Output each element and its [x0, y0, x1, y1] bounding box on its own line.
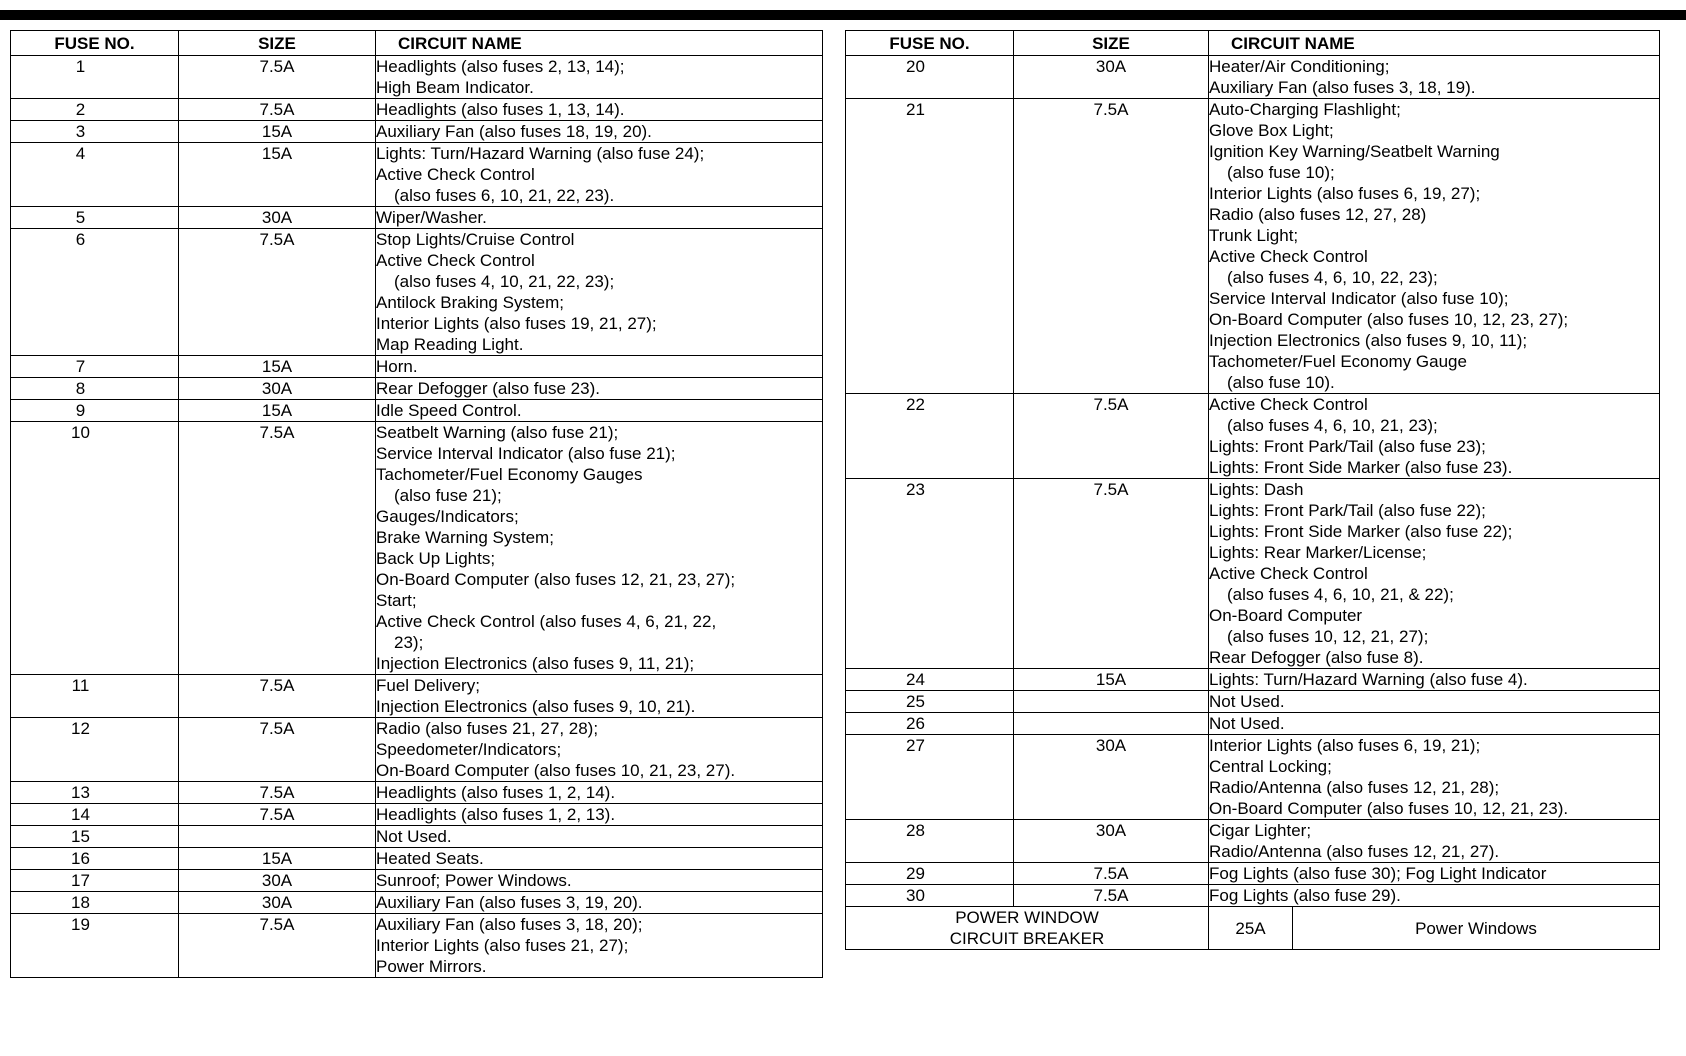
circuit-line: (also fuses 10, 12, 21, 27); [1227, 627, 1429, 646]
circuit-line: Stop Lights/Cruise Control [376, 230, 575, 249]
circuit-line: Lights: Front Side Marker (also fuse 23). [1209, 458, 1513, 477]
fuse-number: 25 [846, 691, 1014, 713]
circuit-name [376, 56, 823, 99]
fuse-size [179, 826, 376, 848]
circuit-line: Service Interval Indicator (also fuse 21); [376, 444, 676, 463]
circuit-line: Lights: Front Side Marker (also fuse 22); [1209, 522, 1513, 541]
fuse-number: 19 [11, 914, 179, 978]
fuse-number: 4 [11, 143, 179, 207]
fuse-number: 27 [846, 735, 1014, 820]
circuit-line: Active Check Control [1209, 247, 1368, 266]
table-row [846, 669, 1660, 691]
circuit-line: (also fuses 4, 6, 10, 22, 23); [1227, 268, 1438, 287]
circuit-line: Horn. [376, 357, 418, 376]
fuse-number: 6 [11, 229, 179, 356]
fuse-number: 3 [11, 121, 179, 143]
fuse-size: 30A [1014, 56, 1209, 99]
circuit-line: Not Used. [376, 827, 452, 846]
circuit-line: Trunk Light; [1209, 226, 1299, 245]
circuit-line: Cigar Lighter; [1209, 821, 1312, 840]
table-row [846, 99, 1660, 394]
fuse-number: 29 [846, 863, 1014, 885]
circuit-line: Central Locking; [1209, 757, 1332, 776]
circuit-line: Auxiliary Fan (also fuses 18, 19, 20). [376, 122, 652, 141]
fuse-size: 7.5A [179, 718, 376, 782]
fuse-number: 14 [11, 804, 179, 826]
circuit-line: Injection Electronics (also fuses 9, 11, 21); [376, 654, 695, 673]
fuse-size: 7.5A [179, 56, 376, 99]
circuit-line: Lights: Front Park/Tail (also fuse 23); [1209, 437, 1486, 456]
fuse-size: 30A [179, 378, 376, 400]
circuit-name [376, 870, 823, 892]
fuse-size: 7.5A [179, 914, 376, 978]
circuit-name [1209, 99, 1660, 394]
circuit-line: On-Board Computer (also fuses 12, 21, 23, 27); [376, 570, 736, 589]
fuse-size: 7.5A [179, 782, 376, 804]
fuse-number: 12 [11, 718, 179, 782]
fuse-number: 18 [11, 892, 179, 914]
table-row [11, 826, 823, 848]
table-row [11, 356, 823, 378]
table-row [846, 820, 1660, 863]
fuse-size: 7.5A [1014, 99, 1209, 394]
header-fuse-no: FUSE NO. [846, 31, 1014, 56]
circuit-name [376, 892, 823, 914]
circuit-name [376, 782, 823, 804]
fuse-table-right [845, 30, 1660, 950]
table-row [846, 691, 1660, 713]
circuit-line: Headlights (also fuses 1, 13, 14). [376, 100, 625, 119]
circuit-name [376, 207, 823, 229]
table-row [11, 718, 823, 782]
fuse-number: 13 [11, 782, 179, 804]
fuse-number: 22 [846, 394, 1014, 479]
circuit-line: On-Board Computer (also fuses 10, 12, 23, 27); [1209, 310, 1569, 329]
circuit-line: Interior Lights (also fuses 19, 21, 27); [376, 314, 657, 333]
circuit-line: Seatbelt Warning (also fuse 21); [376, 423, 619, 442]
circuit-line: Radio/Antenna (also fuses 12, 21, 27). [1209, 842, 1500, 861]
circuit-line: Auto-Charging Flashlight; [1209, 100, 1401, 119]
table-row [11, 378, 823, 400]
circuit-breaker-label-line2: CIRCUIT BREAKER [949, 929, 1105, 948]
fuse-size: 30A [179, 892, 376, 914]
table-row [11, 892, 823, 914]
circuit-line: Lights: Turn/Hazard Warning (also fuse 24); [376, 144, 705, 163]
fuse-size: 7.5A [179, 675, 376, 718]
circuit-breaker-size: 25A [1209, 907, 1293, 950]
table-row [11, 848, 823, 870]
circuit-line: (also fuses 4, 6, 10, 21, 23); [1227, 416, 1438, 435]
table-row [11, 400, 823, 422]
circuit-line: Brake Warning System; [376, 528, 554, 547]
circuit-line: Injection Electronics (also fuses 9, 10, 11); [1209, 331, 1528, 350]
circuit-line: Auxiliary Fan (also fuses 3, 19, 20). [376, 893, 643, 912]
circuit-line: Tachometer/Fuel Economy Gauges [376, 465, 643, 484]
table-row [846, 735, 1660, 820]
circuit-name [1209, 394, 1660, 479]
circuit-line: Gauges/Indicators; [376, 507, 519, 526]
fuse-number: 9 [11, 400, 179, 422]
circuit-name [376, 229, 823, 356]
table-row [846, 394, 1660, 479]
circuit-name [376, 121, 823, 143]
fuse-number: 2 [11, 99, 179, 121]
circuit-name [376, 848, 823, 870]
fuse-size: 7.5A [1014, 885, 1209, 907]
table-row [846, 479, 1660, 669]
circuit-line: Lights: Front Park/Tail (also fuse 22); [1209, 501, 1486, 520]
table-row [11, 782, 823, 804]
fuse-number: 24 [846, 669, 1014, 691]
fuse-size: 30A [179, 207, 376, 229]
circuit-line: (also fuses 4, 10, 21, 22, 23); [394, 272, 615, 291]
table-row [11, 675, 823, 718]
header-circuit-name: CIRCUIT NAME [1209, 31, 1660, 56]
fuse-number: 7 [11, 356, 179, 378]
top-border-bar [0, 10, 1686, 20]
fuse-size: 7.5A [179, 804, 376, 826]
fuse-size: 15A [179, 143, 376, 207]
circuit-line: Sunroof; Power Windows. [376, 871, 572, 890]
circuit-line: Radio (also fuses 12, 27, 28) [1209, 205, 1427, 224]
circuit-name [376, 400, 823, 422]
fuse-size: 7.5A [1014, 479, 1209, 669]
fuse-size: 7.5A [1014, 863, 1209, 885]
fuse-size [1014, 691, 1209, 713]
circuit-line: Map Reading Light. [376, 335, 524, 354]
fuse-size: 15A [179, 356, 376, 378]
circuit-line: Auxiliary Fan (also fuses 3, 18, 20); [376, 915, 643, 934]
circuit-breaker-name: Power Windows [1293, 907, 1660, 950]
circuit-line: Interior Lights (also fuses 21, 27); [376, 936, 629, 955]
circuit-line: On-Board Computer [1209, 606, 1363, 625]
circuit-name [1209, 479, 1660, 669]
fuse-size: 15A [179, 848, 376, 870]
fuse-table-left [10, 30, 823, 978]
circuit-name [376, 99, 823, 121]
circuit-line: Injection Electronics (also fuses 9, 10, 21). [376, 697, 696, 716]
circuit-name [1209, 669, 1660, 691]
circuit-line: Radio (also fuses 21, 27, 28); [376, 719, 599, 738]
circuit-name [376, 675, 823, 718]
table-row [11, 143, 823, 207]
header-circuit-name: CIRCUIT NAME [376, 31, 823, 56]
table-row [11, 422, 823, 675]
circuit-name [376, 143, 823, 207]
fuse-number: 8 [11, 378, 179, 400]
fuse-number: 21 [846, 99, 1014, 394]
circuit-name [376, 826, 823, 848]
circuit-line: Start; [376, 591, 417, 610]
fuse-number: 1 [11, 56, 179, 99]
fuse-number: 28 [846, 820, 1014, 863]
circuit-line: Active Check Control [376, 251, 535, 270]
circuit-name [376, 804, 823, 826]
fuse-number: 10 [11, 422, 179, 675]
circuit-line: Headlights (also fuses 1, 2, 14). [376, 783, 616, 802]
circuit-line: (also fuse 10). [1227, 373, 1335, 392]
circuit-name [1209, 820, 1660, 863]
circuit-line: Back Up Lights; [376, 549, 496, 568]
circuit-line: (also fuses 6, 10, 21, 22, 23). [394, 186, 615, 205]
circuit-line: Lights: Turn/Hazard Warning (also fuse 4). [1209, 670, 1528, 689]
circuit-breaker-row [846, 907, 1660, 950]
circuit-name [376, 356, 823, 378]
circuit-name [1209, 56, 1660, 99]
fuse-size: 7.5A [179, 229, 376, 356]
circuit-breaker-label-line1: POWER WINDOW [955, 908, 1099, 927]
fuse-size: 7.5A [1014, 394, 1209, 479]
header-size: SIZE [179, 31, 376, 56]
table-row [11, 804, 823, 826]
circuit-line: Lights: Dash [1209, 480, 1304, 499]
table-row [11, 914, 823, 978]
circuit-line: Active Check Control [1209, 395, 1368, 414]
fuse-size: 15A [1014, 669, 1209, 691]
fuse-number: 23 [846, 479, 1014, 669]
circuit-line: Glove Box Light; [1209, 121, 1334, 140]
circuit-name [1209, 863, 1660, 885]
circuit-line: Ignition Key Warning/Seatbelt Warning [1209, 142, 1500, 161]
circuit-line: Heater/Air Conditioning; [1209, 57, 1390, 76]
table-row [11, 56, 823, 99]
circuit-line: Service Interval Indicator (also fuse 10); [1209, 289, 1509, 308]
circuit-line: Not Used. [1209, 714, 1285, 733]
circuit-name [376, 422, 823, 675]
circuit-name [1209, 735, 1660, 820]
circuit-line: Fog Lights (also fuse 29). [1209, 886, 1401, 905]
fuse-number: 30 [846, 885, 1014, 907]
table-row [846, 713, 1660, 735]
circuit-name [376, 718, 823, 782]
circuit-line: Lights: Rear Marker/License; [1209, 543, 1427, 562]
fuse-number: 20 [846, 56, 1014, 99]
circuit-line: Fog Lights (also fuse 30); Fog Light Indicator [1209, 864, 1547, 883]
header-fuse-no: FUSE NO. [11, 31, 179, 56]
circuit-line: Active Check Control [1209, 564, 1368, 583]
fuse-number: 5 [11, 207, 179, 229]
circuit-line: Antilock Braking System; [376, 293, 565, 312]
fuse-number: 16 [11, 848, 179, 870]
circuit-name [1209, 691, 1660, 713]
fuse-size: 30A [179, 870, 376, 892]
circuit-line: On-Board Computer (also fuses 10, 12, 21, 23). [1209, 799, 1569, 818]
circuit-line: Heated Seats. [376, 849, 484, 868]
table-row [11, 229, 823, 356]
circuit-line: Active Check Control [376, 165, 535, 184]
fuse-size: 7.5A [179, 422, 376, 675]
circuit-name [1209, 885, 1660, 907]
circuit-name [376, 914, 823, 978]
fuse-size: 7.5A [179, 99, 376, 121]
circuit-line: (also fuse 10); [1227, 163, 1335, 182]
circuit-line: Speedometer/Indicators; [376, 740, 562, 759]
fuse-size: 30A [1014, 820, 1209, 863]
table-row [11, 870, 823, 892]
table-row [11, 207, 823, 229]
fuse-number: 15 [11, 826, 179, 848]
circuit-line: Headlights (also fuses 1, 2, 13). [376, 805, 616, 824]
circuit-line: Not Used. [1209, 692, 1285, 711]
circuit-line: Idle Speed Control. [376, 401, 522, 420]
table-row [846, 863, 1660, 885]
circuit-line: Active Check Control (also fuses 4, 6, 21, 22, [376, 612, 717, 631]
fuse-size: 15A [179, 121, 376, 143]
circuit-line: Auxiliary Fan (also fuses 3, 18, 19). [1209, 78, 1476, 97]
circuit-line: Rear Defogger (also fuse 23). [376, 379, 600, 398]
circuit-line: Interior Lights (also fuses 6, 19, 21); [1209, 736, 1481, 755]
circuit-line: High Beam Indicator. [376, 78, 534, 97]
circuit-name [376, 378, 823, 400]
circuit-line: Interior Lights (also fuses 6, 19, 27); [1209, 184, 1481, 203]
fuse-size: 30A [1014, 735, 1209, 820]
circuit-line: Wiper/Washer. [376, 208, 487, 227]
circuit-line: On-Board Computer (also fuses 10, 21, 23, 27). [376, 761, 736, 780]
circuit-line: Power Mirrors. [376, 957, 487, 976]
table-row [11, 121, 823, 143]
circuit-line: Rear Defogger (also fuse 8). [1209, 648, 1424, 667]
circuit-line: Tachometer/Fuel Economy Gauge [1209, 352, 1467, 371]
circuit-line: 23); [394, 633, 424, 652]
circuit-name [1209, 713, 1660, 735]
fuse-number: 17 [11, 870, 179, 892]
circuit-line: Radio/Antenna (also fuses 12, 21, 28); [1209, 778, 1500, 797]
table-header-row [846, 31, 1660, 56]
table-header-row [11, 31, 823, 56]
header-size: SIZE [1014, 31, 1209, 56]
fuse-size [1014, 713, 1209, 735]
circuit-line: Headlights (also fuses 2, 13, 14); [376, 57, 625, 76]
circuit-breaker-label [846, 907, 1209, 950]
circuit-line: (also fuses 4, 6, 10, 21, & 22); [1227, 585, 1454, 604]
circuit-line: (also fuse 21); [394, 486, 502, 505]
fuse-size: 15A [179, 400, 376, 422]
table-row [11, 99, 823, 121]
circuit-line: Fuel Delivery; [376, 676, 480, 695]
table-row [846, 56, 1660, 99]
fuse-number: 11 [11, 675, 179, 718]
table-row [846, 885, 1660, 907]
fuse-number: 26 [846, 713, 1014, 735]
